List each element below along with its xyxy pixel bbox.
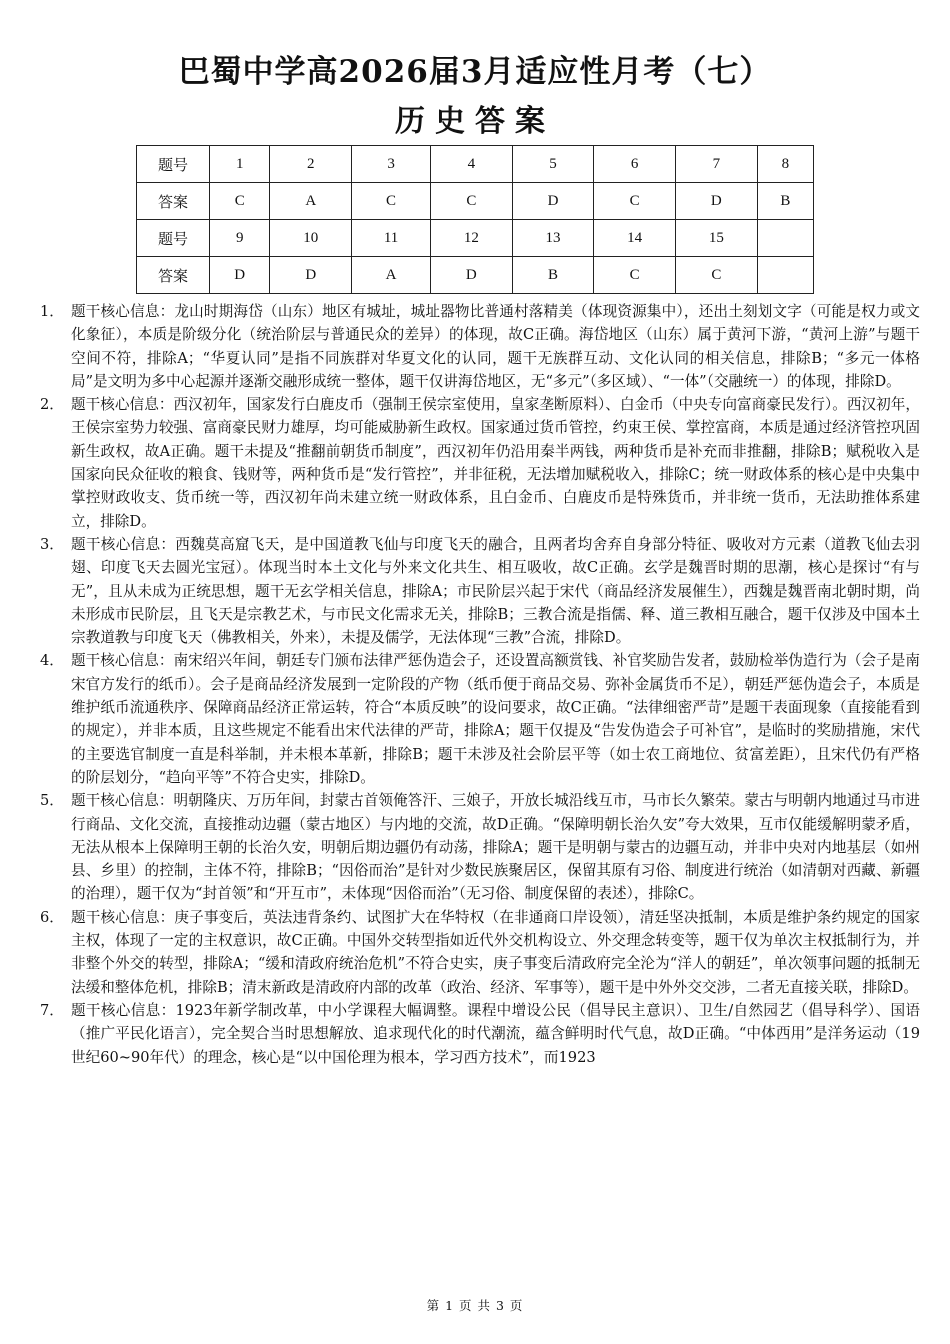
answer-table-cell: D <box>210 257 270 294</box>
answer-table-cell: A <box>352 257 431 294</box>
explanation-text: 题干核心信息：西汉初年，国家发行白鹿皮币（强制王侯宗室使用，皇家垄断原料）、白金币（中央专向富商豪民发行）。西汉初年，王侯宗室势力较强、富商豪民财力雄厚，均可能威胁新生政权。国家通过货币管控，约束王侯、掌控富商，本质是通过经济管控巩固新生政权，故A正确。题干未提及“推翻前朝货币制度”，西汉初年仍沿用秦半两钱，两种货币是补充而非推翻，排除B；赋税收入是国家向民众征收的粮食、钱财等，两种货币是“发行管控”，并非征税，无法增加赋税收入，排除C；统一财政体系的核心是中央集中掌控财政收支、货币统一等，西汉初年尚未建立统一财政体系，且白金币、白鹿皮币是特殊货币，并非统一货币，无法助推体系建立，排除D。 <box>71 396 920 530</box>
explanation-item <box>40 300 920 393</box>
answer-table-row <box>137 183 814 220</box>
answer-table-cell: 10 <box>270 220 352 257</box>
question-number: 1． <box>40 303 64 320</box>
answer-table-cell: 2 <box>270 146 352 183</box>
explanation-text: 题干核心信息：龙山时期海岱（山东）地区有城址，城址器物比普通村落精美（体现资源集中），还出土刻划文字（可能是权力或文化象征），本质是阶级分化（统治阶层与普通民众的差异）的体现，故C正确。海岱地区（山东）属于黄河下游，“黄河上游”与题干空间不符，排除A；“华夏认同”是指不同族群对华夏文化的认同，题干无族群互动、文化认同的相关信息，排除B；“多元一体格局”是文明为多中心起源并逐渐交融形成统一整体，题干仅讲海岱地区，无“多元”（多区域）、“一体”（交融统一）的体现，排除D。 <box>71 303 920 390</box>
answer-table-label: 答案 <box>137 257 210 294</box>
answer-table-label: 题号 <box>137 220 210 257</box>
answer-table-cell: C <box>676 257 758 294</box>
answer-table-row <box>137 146 814 183</box>
answer-table-cell: 12 <box>431 220 513 257</box>
answer-table-cell: C <box>594 257 676 294</box>
answer-table-cell <box>757 220 813 257</box>
answer-table-row <box>137 220 814 257</box>
explanation-list <box>40 300 920 1069</box>
explanation-item <box>40 789 920 905</box>
explanation-item <box>40 649 920 789</box>
answer-table-label: 答案 <box>137 183 210 220</box>
question-number: 2． <box>40 396 64 414</box>
question-number: 6． <box>40 908 64 926</box>
answer-table-cell: 13 <box>512 220 594 257</box>
answer-table-cell <box>757 257 813 294</box>
answer-table-cell: C <box>431 183 513 220</box>
answer-table-cell: C <box>352 183 431 220</box>
answer-table-cell: 8 <box>757 146 813 183</box>
page-title: 巴蜀中学高2026届3月适应性月考（七） <box>178 54 772 90</box>
explanation-text: 题干核心信息：南宋绍兴年间，朝廷专门颁布法律严惩伪造会子，还设置高额赏钱、补官奖励告发者，鼓励检举伪造行为（会子是南宋官方发行的纸币）。会子是商品经济发展到一定阶段的产物（纸币便于商品交易、弥补金属货币不足），朝廷严惩伪造会子，本质是维护纸币流通秩序、保障商品经济正常运转，符合“本质反映”的设问要求，故C正确。“法律细密严苛”是题干表面现象（直接能看到的规定），并非本质，且这些规定不能看出宋代法律的严苛，排除A；题干仅提及“告发伪造会子可补官”，是临时的奖励措施，宋代的主要选官制度一直是科举制，并未根本革新，排除B；题干未涉及社会阶层平等（如士农工商地位、贫富差距），且宋代仍有严格的阶层划分，“趋向平等”不符合史实，排除D。 <box>71 652 920 786</box>
explanation-text: 题干核心信息：庚子事变后，英法违背条约、试图扩大在华特权（在非通商口岸设领），清廷坚决抵制，本质是维护条约规定的国家主权，体现了一定的主权意识，故C正确。中国外交转型指如近代外交机构设立、外交理念转变等，题干仅为单次主权抵制行为，并非整个外交的转型，排除A；“缓和清政府统治危机”不符合史实，庚子事变后清政府完全沦为“洋人的朝廷”，单次领事问题的抵制无法缓和整体危机，排除B；清末新政是清政府内部的改革（政治、经济、军事等），题干是中外外交交涉，二者无直接关联，排除D。 <box>71 908 920 996</box>
page-footer: 第 1 页 共 3 页 <box>426 1298 524 1313</box>
explanation-item <box>40 906 920 999</box>
explanation-item <box>40 999 920 1069</box>
answer-table <box>136 145 814 294</box>
answer-table-cell: D <box>676 183 758 220</box>
answer-table-cell: 9 <box>210 220 270 257</box>
answer-table-cell: D <box>431 257 513 294</box>
explanation-item <box>40 393 920 533</box>
answer-table-cell: B <box>757 183 813 220</box>
answer-table-cell: 1 <box>210 146 270 183</box>
answer-table-cell: C <box>210 183 270 220</box>
answer-table-label: 题号 <box>137 146 210 183</box>
answer-table-cell: A <box>270 183 352 220</box>
answer-table-cell: 14 <box>594 220 676 257</box>
explanation-item <box>40 533 920 649</box>
answer-table-cell: 3 <box>352 146 431 183</box>
page-subtitle: 历史答案 <box>395 104 555 139</box>
answer-table-cell: B <box>512 257 594 294</box>
answer-table-cell: 5 <box>512 146 594 183</box>
answer-table-cell: D <box>512 183 594 220</box>
answer-table-cell: D <box>270 257 352 294</box>
answer-table-cell: 6 <box>594 146 676 183</box>
answer-table-cell: 11 <box>352 220 431 257</box>
explanation-text: 题干核心信息：西魏莫高窟飞天，是中国道教飞仙与印度飞天的融合，且两者均舍弃自身部分特征、吸收对方元素（道教飞仙去羽翅、印度飞天去圆光宝冠）。体现当时本土文化与外来文化共生、相互吸收，故C正确。玄学是魏晋时期的思潮，核心是探讨“有与无”，且从未成为正统思想，题干无玄学相关信息，排除A；市民阶层兴起于宋代（商品经济发展催生），西魏是魏晋南北朝时期，尚未形成市民阶层，且飞天是宗教艺术，与市民文化需求无关，排除B；三教合流是指儒、释、道三教相互融合，题干仅涉及中国本土宗教道教与印度飞天（佛教相关，外来），未提及儒学，无法体现“三教”合流，排除D。 <box>71 535 920 647</box>
question-number: 3． <box>40 535 64 553</box>
answer-table-cell: C <box>594 183 676 220</box>
explanation-text: 题干核心信息：1923年新学制改革，中小学课程大幅调整。课程中增设公民（倡导民主意识）、卫生/自然园艺（倡导科学）、国语（推广平民化语言），完全契合当时思想解放、追求现代化的时代潮流，蕴含鲜明时代气息，故D正确。“中体西用”是洋务运动（19世纪60~90年代）的理念，核心是“以中国伦理为根本，学习西方技术”，而1923 <box>71 1001 920 1066</box>
question-number: 5． <box>40 792 64 810</box>
answer-table-cell: 7 <box>676 146 758 183</box>
explanation-text: 题干核心信息：明朝隆庆、万历年间，封蒙古首领俺答汗、三娘子，开放长城沿线互市，马市长久繁荣。蒙古与明朝内地通过马市进行商品、文化交流，直接推动边疆（蒙古地区）与内地的交流，故D正确。“保障明朝长治久安”夸大效果，互市仅能缓解明蒙矛盾，无法从根本上保障明王朝的长治久安，明朝后期边疆仍有动荡，排除A；题干是明朝与蒙古的边疆互动，并非中央对内地基层（如州县、乡里）的控制，主体不符，排除B；“因俗而治”是针对少数民族聚居区，保留其原有习俗、制度进行统治（如清朝对西藏、新疆的治理），题干仅为“封首领”和“开互市”，未体现“因俗而治”（无习俗、制度保留的表述），排除C。 <box>71 792 920 903</box>
question-number: 7． <box>40 1001 64 1019</box>
question-number: 4． <box>40 652 64 670</box>
answer-table-row <box>137 257 814 294</box>
answer-table-cell: 15 <box>676 220 758 257</box>
answer-table-cell: 4 <box>431 146 513 183</box>
